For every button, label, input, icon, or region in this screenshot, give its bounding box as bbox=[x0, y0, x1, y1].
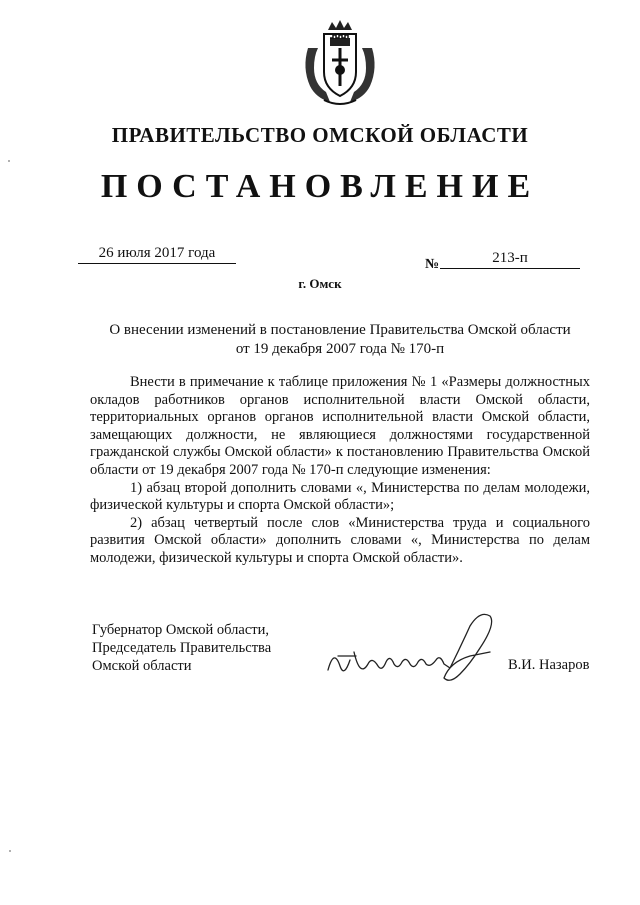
scan-speck bbox=[9, 850, 11, 852]
body-item-1: 1) абзац второй дополнить словами «, Министерства по делам молодежи, физической культуры и спорта Омской области»; bbox=[90, 479, 590, 514]
coat-of-arms-icon bbox=[300, 18, 380, 108]
city: г. Омск bbox=[298, 276, 342, 291]
number-sign: № bbox=[425, 257, 440, 272]
scan-speck bbox=[8, 160, 10, 162]
document-number: 213-п bbox=[440, 248, 580, 269]
body-paragraph: Внести в примечание к таблице приложения № 1 «Размеры должностных окладов работников органов исполнительной власти Омской области, территориальных органов органов исполнительной власти Омской области, замещающих должности, не являющиеся должностями государственной гражданской службы Омской области» к постановлению Правительства Омской области от 19 декабря 2007 года № 170-п следующие изменения: bbox=[90, 374, 590, 478]
subject-line-2: от 19 декабря 2007 года № 170-п bbox=[235, 341, 445, 357]
body-item-2: 2) абзац четвертый после слов «Министерства труда и социального развития Омской области» дополнить словами «, Министерства по делам молодежи, физической культуры и спорта Омской области». bbox=[90, 514, 590, 566]
signer-name: В.И. Назаров bbox=[508, 657, 590, 673]
signer-title-line-3: Омской области bbox=[92, 658, 192, 674]
document-subject bbox=[90, 321, 590, 359]
document-type-title: ПОСТАНОВЛЕНИЕ bbox=[100, 168, 540, 205]
document-body bbox=[90, 374, 590, 568]
handwritten-signature-icon bbox=[320, 608, 510, 688]
signer-title-line-2: Председатель Правительства bbox=[92, 640, 272, 656]
subject-line-1: О внесении изменений в постановление Правительства Омской области bbox=[109, 322, 571, 338]
government-title: ПРАВИТЕЛЬСТВО ОМСКОЙ ОБЛАСТИ bbox=[111, 123, 529, 147]
signer-title-line-1: Губернатор Омской области, bbox=[92, 622, 269, 638]
document-date: 26 июля 2017 года bbox=[78, 243, 236, 264]
signer-title bbox=[92, 621, 271, 675]
